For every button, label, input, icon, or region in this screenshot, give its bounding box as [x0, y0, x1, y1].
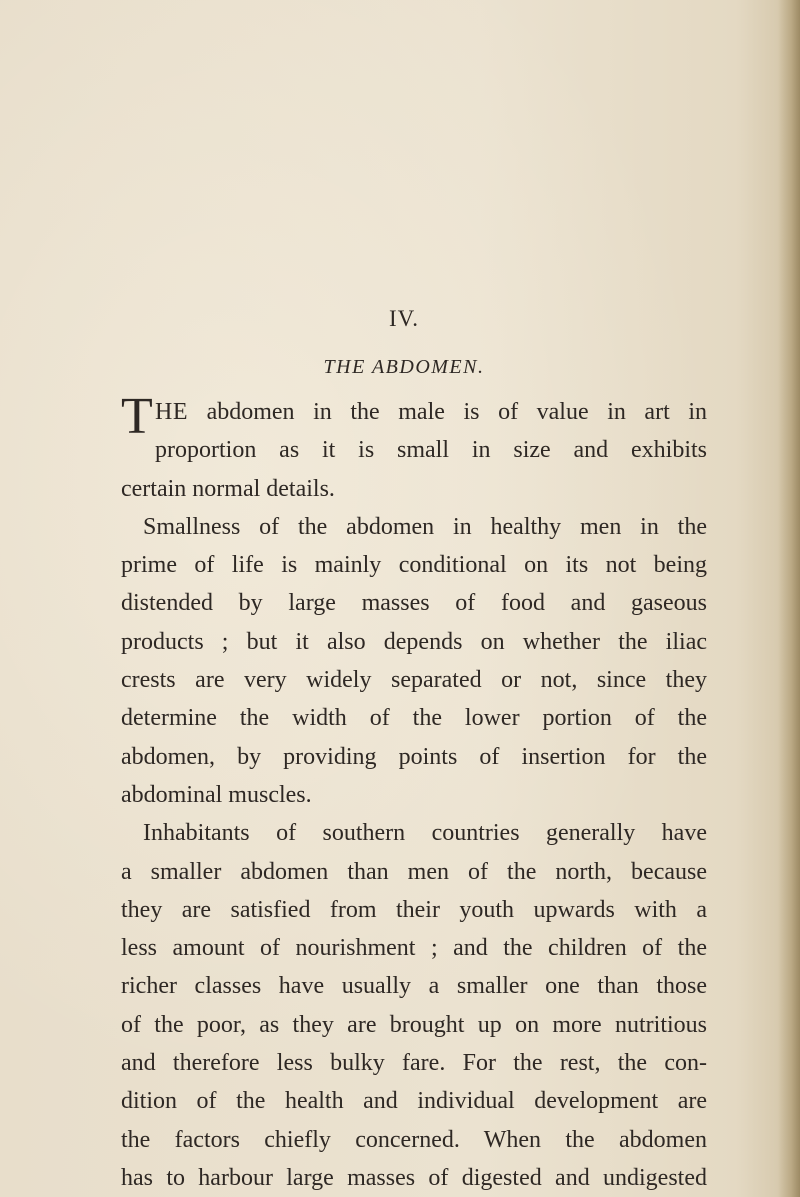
paragraph-line: a smaller abdomen than men of the north, because: [121, 858, 707, 885]
paragraph-line: they are satisfied from their youth upwards with a: [121, 896, 707, 923]
drop-cap: T: [121, 388, 153, 445]
paragraph-line: Inhabitants of southern countries generally have: [143, 820, 707, 847]
paragraph-line: prime of life is mainly conditional on its not being: [121, 552, 707, 579]
paragraph-line: less amount of nourishment ; and the children of the: [121, 935, 707, 962]
paragraph-line: abdomen, by providing points of insertion for the: [121, 743, 707, 770]
paragraph-line: certain normal details.: [121, 475, 335, 502]
paragraph-line: distended by large masses of food and gaseous: [121, 590, 707, 617]
paragraph-line: crests are very widely separated or not, since they: [121, 667, 707, 694]
paragraph-line: proportion as it is small in size and exhibits: [155, 437, 707, 464]
chapter-title: THE ABDOMEN.: [323, 356, 485, 378]
paragraph-line: the factors chiefly concerned. When the abdomen: [121, 1126, 707, 1153]
paragraph-line: and therefore less bulky fare. For the rest, the con-: [121, 1050, 707, 1077]
page-edge-shadow: [778, 0, 800, 1197]
paragraph-line: determine the width of the lower portion of the: [121, 705, 707, 732]
paragraph-line: richer classes have usually a smaller one than those: [121, 973, 707, 1000]
paragraph-3: [121, 814, 707, 1197]
body-text: [121, 388, 707, 1197]
paragraph-1: [121, 388, 707, 508]
paragraph-line: has to harbour large masses of digested and undigested: [121, 1164, 707, 1191]
paragraph-line: HE abdomen in the male is of value in art in: [155, 399, 707, 425]
paragraph-line: products ; but it also depends on whether the iliac: [121, 628, 707, 655]
first-word-rest: HE: [155, 399, 188, 425]
paragraph-line: of the poor, as they are brought up on more nutritious: [121, 1011, 707, 1038]
paragraph-line: dition of the health and individual development are: [121, 1088, 707, 1115]
paragraph-2: [121, 508, 707, 814]
paragraph-line: Smallness of the abdomen in healthy men in the: [143, 513, 707, 540]
chapter-number: IV.: [388, 306, 420, 331]
paragraph-line: abdominal muscles.: [121, 781, 312, 808]
